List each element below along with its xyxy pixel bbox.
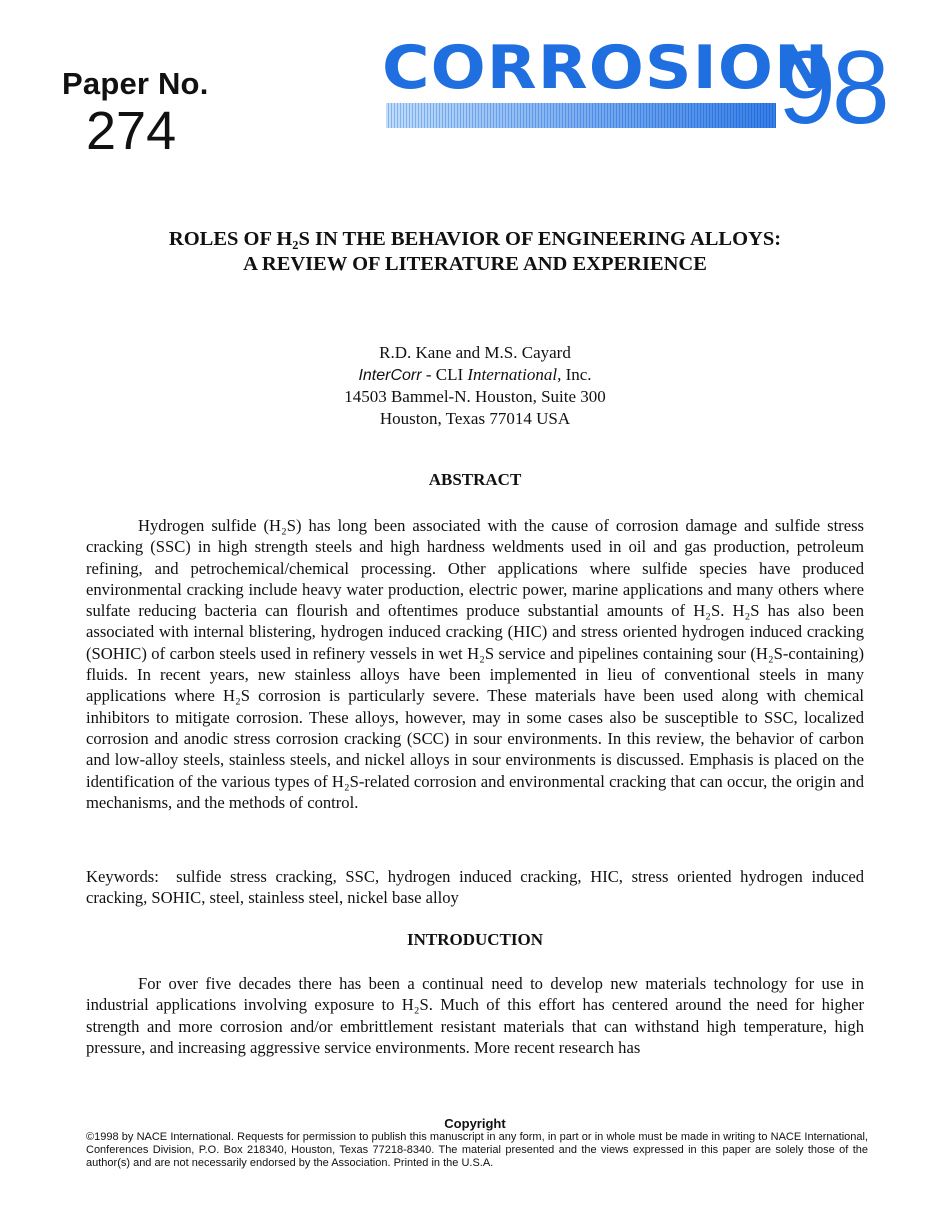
author-address-line-1: 14503 Bammel-N. Houston, Suite 300 xyxy=(344,387,606,406)
org-name-intercorr: InterCorr xyxy=(358,367,422,384)
introduction-body xyxy=(86,973,864,1058)
introduction-heading: INTRODUCTION xyxy=(406,930,544,949)
author-names: R.D. Kane and M.S. Cayard xyxy=(379,343,571,362)
paper-number-label: Paper No. xyxy=(62,66,209,101)
paper-number: 274 xyxy=(86,101,177,161)
keywords-label: Keywords: xyxy=(86,867,159,886)
paper-title-line-1: ROLES OF H₂S IN THE BEHAVIOR OF ENGINEERING ALLOYS: xyxy=(168,228,782,250)
copyright-heading: Copyright xyxy=(444,1116,506,1131)
keywords-paragraph xyxy=(86,866,864,909)
paper-title-line-2: A REVIEW OF LITERATURE AND EXPERIENCE xyxy=(243,253,707,275)
abstract-body xyxy=(86,515,864,813)
keywords-text: sulfide stress cracking, SSC, hydrogen induced cracking, HIC, stress oriented hydrogen induced cracking, SOHIC, steel, stainless steel, nickel base alloy xyxy=(86,867,865,908)
logo-gradient-bar xyxy=(386,103,776,128)
corrosion-logo-word: CORROSION xyxy=(382,33,830,103)
copyright-text: ©1998 by NACE International. Requests for permission to publish this manuscript in any form, in part or in whole must be made in writing to NACE International, Conferences Division, P.O. Box 218340, Houston, Texas 77218-8340. The material presented and the views expressed in this paper are solely those of the author(s) and are not necessarily endorsed by the Association. Printed in the U.S.A. xyxy=(86,1131,868,1169)
org-name-cli: - CLI xyxy=(421,365,468,384)
org-name-inc: Inc. xyxy=(561,365,592,384)
corrosion-logo-year: 98 xyxy=(778,30,886,146)
abstract-text: Hydrogen sulfide (H₂S) has long been associated with the cause of corrosion damage and sulfide stress cracking (SSC) in high strength steels and high hardness weldments used in oil and gas production, petroleum refining, and petrochemical/chemical processing. Other applications where sulfide species have produced environmental cracking include heavy water production, electric power, marine applications and many others where sulfate reducing bacteria can flourish and oftentimes produce substantial amounts of H₂S. H₂S has also been associated with internal blistering, hydrogen induced cracking (HIC) and stress oriented hydrogen induced cracking (SOHIC) of carbon steels used in refinery vessels in wet H₂S service and pipelines containing sour (H₂S-containing) fluids. In recent years, new stainless alloys have been implemented in lieu of conventional steels in many applications where H₂S corrosion is particularly severe. These materials have been used along with chemical inhibitors to mitigate corrosion. These alloys, however, may in some cases also be susceptible to SSC, localized corrosion and anodic stress corrosion cracking (SCC) in sour environments. In this review, the behavior of carbon and low-alloy steels, stainless steels, and nickel alloys in sour environments is discussed. Emphasis is placed on the identification of the various types of H₂S-related corrosion and environmental cracking that can occur, the origin and mechanisms, and the methods of control. xyxy=(86,516,864,812)
introduction-text: For over five decades there has been a continual need to develop new materials technology for use in industrial applications involving exposure to H₂S. Much of this effort has centered around the need for higher strength and more corrosion and/or embrittlement resistant materials that can withstand high temperature, high pressure, and increasing aggressive service environments. More recent research has xyxy=(86,974,864,1057)
org-name-international: International, xyxy=(467,365,562,384)
abstract-heading: ABSTRACT xyxy=(428,470,522,489)
author-organization xyxy=(0,364,950,387)
author-address-line-2: Houston, Texas 77014 USA xyxy=(379,409,571,428)
